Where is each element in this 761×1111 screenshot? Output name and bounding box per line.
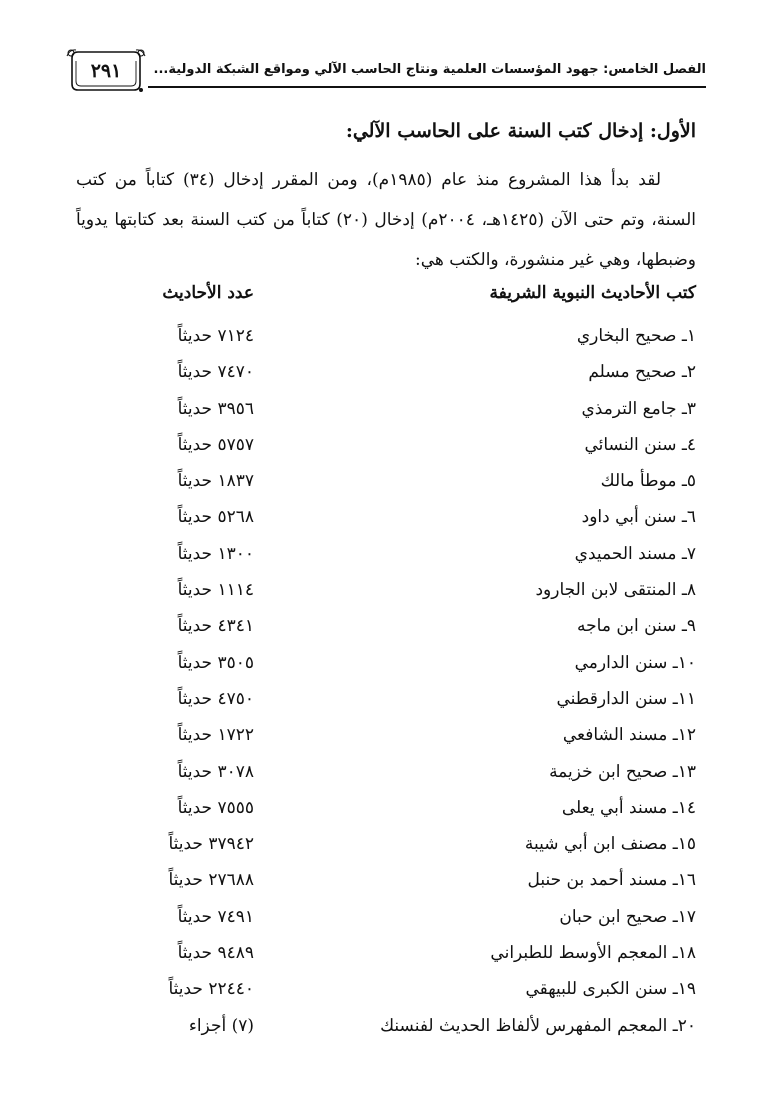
table-row bbox=[76, 754, 696, 790]
table-row bbox=[76, 608, 696, 644]
book-title: ١٦ـ مسند أحمد بن حنبل bbox=[527, 870, 696, 891]
table-row bbox=[76, 572, 696, 608]
hadith-count: ٧٥٥٥ حديثاً bbox=[177, 797, 254, 818]
hadith-count: ٥٢٦٨ حديثاً bbox=[177, 507, 254, 528]
hadith-count: ٧٤٩١ حديثاً bbox=[177, 906, 254, 927]
book-title: ١٤ـ مسند أبي يعلى bbox=[561, 797, 696, 818]
hadith-count: ٣٥٠٥ حديثاً bbox=[177, 652, 254, 673]
intro-paragraph bbox=[76, 160, 696, 280]
hadith-count: ٤٧٥٠ حديثاً bbox=[177, 688, 254, 709]
book-title: ١٣ـ صحيح ابن خزيمة bbox=[549, 761, 696, 782]
book-title: ٤ـ سنن النسائي bbox=[584, 434, 696, 455]
hadith-count: ٢٢٤٤٠ حديثاً bbox=[168, 979, 254, 1000]
hadith-count: ٣٠٧٨ حديثاً bbox=[177, 761, 254, 782]
page-number: ٢٩١ bbox=[90, 60, 122, 82]
book-title: ٢٠ـ المعجم المفهرس لألفاظ الحديث لفنسنك bbox=[380, 1015, 696, 1036]
section-heading: الأول: إدخال كتب السنة على الحاسب الآلي: bbox=[345, 120, 696, 142]
hadith-count: ١٣٠٠ حديثاً bbox=[177, 543, 254, 564]
book-title: ٣ـ جامع الترمذي bbox=[581, 398, 696, 419]
table-row bbox=[76, 935, 696, 971]
column-header-books: كتب الأحاديث النبوية الشريفة bbox=[489, 283, 696, 303]
chapter-title: الفصل الخامس: جهود المؤسسات العلمية ونتاج الحاسب الآلي ومواقع الشبكة الدولية... bbox=[153, 62, 706, 77]
table-row bbox=[76, 790, 696, 826]
table-row bbox=[76, 427, 696, 463]
hadith-count: ٥٧٥٧ حديثاً bbox=[177, 434, 254, 455]
book-title: ١٠ـ سنن الدارمي bbox=[574, 652, 696, 673]
hadith-count: ١٨٣٧ حديثاً bbox=[177, 471, 254, 492]
table-row bbox=[76, 354, 696, 390]
books-table bbox=[76, 318, 696, 1044]
table-row bbox=[76, 826, 696, 862]
book-title: ٢ـ صحيح مسلم bbox=[588, 362, 696, 383]
table-row bbox=[76, 391, 696, 427]
table-row bbox=[76, 536, 696, 572]
table-row bbox=[76, 681, 696, 717]
table-row bbox=[76, 499, 696, 535]
table-row bbox=[76, 862, 696, 898]
table-row bbox=[76, 318, 696, 354]
table-row bbox=[76, 645, 696, 681]
hadith-count: ٧١٢٤ حديثاً bbox=[177, 326, 254, 346]
book-title: ٧ـ مسند الحميدي bbox=[574, 543, 696, 564]
book-title: ١٥ـ مصنف ابن أبي شيبة bbox=[524, 834, 696, 855]
table-row bbox=[76, 971, 696, 1007]
book-title: ١ـ صحيح البخاري bbox=[576, 326, 696, 346]
book-title: ١٧ـ صحيح ابن حبان bbox=[559, 906, 696, 927]
table-row bbox=[76, 899, 696, 935]
book-title: ٨ـ المنتقى لابن الجارود bbox=[535, 580, 696, 601]
book-title: ١٨ـ المعجم الأوسط للطبراني bbox=[490, 943, 696, 964]
intro-text: لقد بدأ هذا المشروع منذ عام (١٩٨٥م)، ومن المقرر إدخال (٣٤) كتاباً من كتب السنة، وتم حتى الآن (١٤٢٥هـ، ٢٠٠٤م) إدخال (٢٠) كتاباً من كتب السنة بعد كتابتها يدوياً وضبطها، وهي غير منشورة، والكتب هي: bbox=[76, 170, 697, 270]
page-number-badge bbox=[66, 48, 146, 92]
hadith-count: (٧) أجزاء bbox=[188, 1015, 254, 1036]
table-row bbox=[76, 1008, 696, 1044]
book-title: ١١ـ سنن الدارقطني bbox=[556, 688, 696, 709]
book-title: ٦ـ سنن أبي داود bbox=[581, 507, 696, 528]
book-title: ١٩ـ سنن الكبرى للبيهقي bbox=[525, 979, 696, 1000]
running-header bbox=[66, 44, 706, 92]
book-title: ١٢ـ مسند الشافعي bbox=[562, 725, 696, 746]
hadith-count: ٢٧٦٨٨ حديثاً bbox=[168, 870, 254, 891]
table-row bbox=[76, 717, 696, 753]
header-rule bbox=[148, 86, 706, 88]
hadith-count: ٣٩٥٦ حديثاً bbox=[177, 398, 254, 419]
hadith-count: ٣٧٩٤٢ حديثاً bbox=[168, 834, 254, 855]
column-header-counts: عدد الأحاديث bbox=[162, 283, 254, 303]
hadith-count: ٩٤٨٩ حديثاً bbox=[177, 943, 254, 964]
book-title: ٩ـ سنن ابن ماجه bbox=[577, 616, 696, 637]
book-title: ٥ـ موطأ مالك bbox=[600, 471, 696, 492]
table-row bbox=[76, 463, 696, 499]
hadith-count: ٤٣٤١ حديثاً bbox=[177, 616, 254, 637]
hadith-count: ١١١٤ حديثاً bbox=[177, 580, 254, 601]
hadith-count: ١٧٢٢ حديثاً bbox=[177, 725, 254, 746]
hadith-count: ٧٤٧٠ حديثاً bbox=[177, 362, 254, 383]
